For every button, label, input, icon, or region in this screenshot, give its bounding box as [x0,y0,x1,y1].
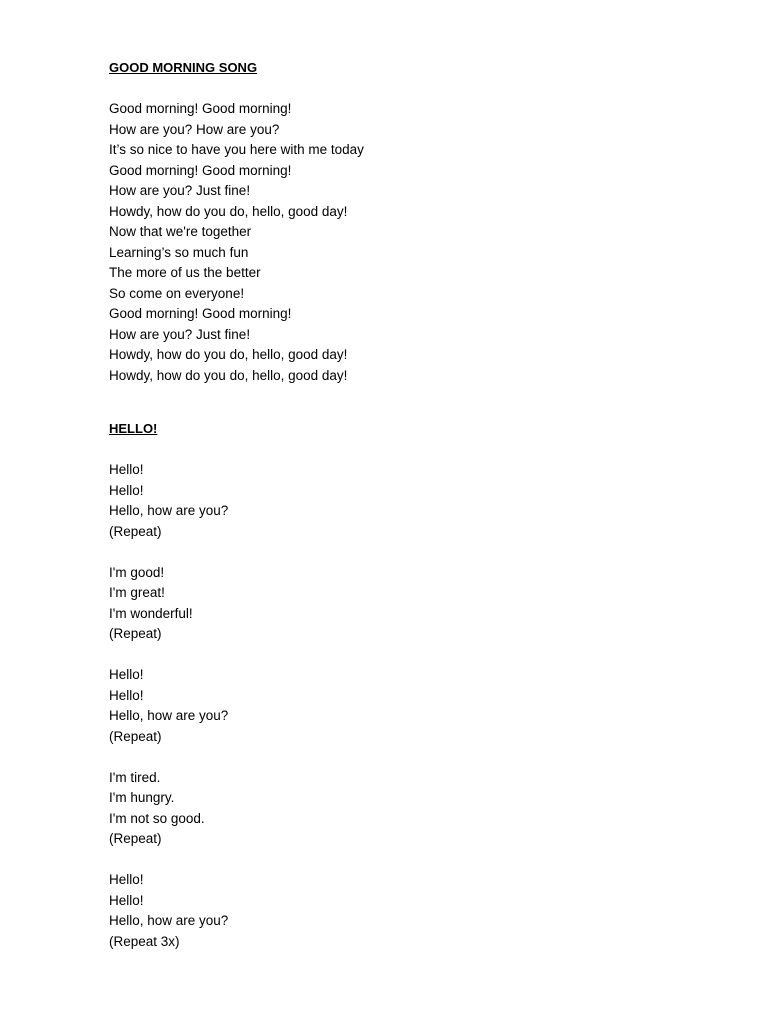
lyric-line: Hello! [109,667,144,682]
lyric-line: It’s so nice to have you here with me today [109,142,364,157]
lyric-line: Howdy, how do you do, hello, good day! [109,367,348,383]
lyric-line: Hello, how are you? [109,503,229,518]
lyric-line: Hello! [109,872,144,887]
stanza [109,665,729,747]
spacer [109,386,729,419]
lyric-line: How are you? How are you? [109,121,280,137]
lyric-line: (Repeat) [109,523,162,539]
lyric-line: Howdy, how do you do, hello, good day! [109,347,348,362]
spacer [109,79,729,100]
lyric-line: Howdy, how do you do, hello, good day! [109,203,348,219]
spacer [109,747,729,768]
lyric-line: I'm wonderful! [109,605,193,621]
lyric-line: Hello! [109,892,144,908]
lyric-line: (Repeat) [109,728,162,744]
stanza [109,460,729,542]
lyric-line: Good morning! Good morning! [109,101,292,116]
spacer [109,850,729,871]
stanza [109,870,729,952]
spacer [109,542,729,563]
lyric-line: I'm not so good. [109,810,205,826]
lyric-line: I'm great! [109,585,165,600]
lyric-line: Hello, how are you? [109,708,229,723]
lyric-line: Hello, how are you? [109,913,229,928]
song-title-good-morning: GOOD MORNING SONG [109,60,258,75]
stanza [109,563,729,645]
lyric-line: How are you? Just fine! [109,326,251,342]
lyric-line: Good morning! Good morning! [109,162,292,178]
lyric-line: Good morning! Good morning! [109,306,292,321]
lyric-line: Hello! [109,687,144,703]
lyric-line: Hello! [109,482,144,498]
lyric-line: I'm hungry. [109,790,175,805]
lyric-line: (Repeat) [109,626,162,641]
stanza [109,768,729,850]
spacer [109,645,729,666]
lyric-line: How are you? Just fine! [109,183,251,198]
lyric-line: The more of us the better [109,265,261,280]
lyric-line: So come on everyone! [109,285,245,301]
lyric-line: (Repeat 3x) [109,933,180,949]
lyric-line: Learning’s so much fun [109,244,249,260]
document-page [109,58,729,952]
lyric-line: I'm good! [109,564,165,580]
lyric-line: (Repeat) [109,831,162,846]
song-lyrics-good-morning [109,99,729,386]
lyric-line: Now that we're together [109,224,252,239]
song-title-hello: HELLO! [109,421,158,436]
lyric-line: I'm tired. [109,769,161,785]
lyric-line: Hello! [109,462,144,477]
spacer [109,440,729,461]
